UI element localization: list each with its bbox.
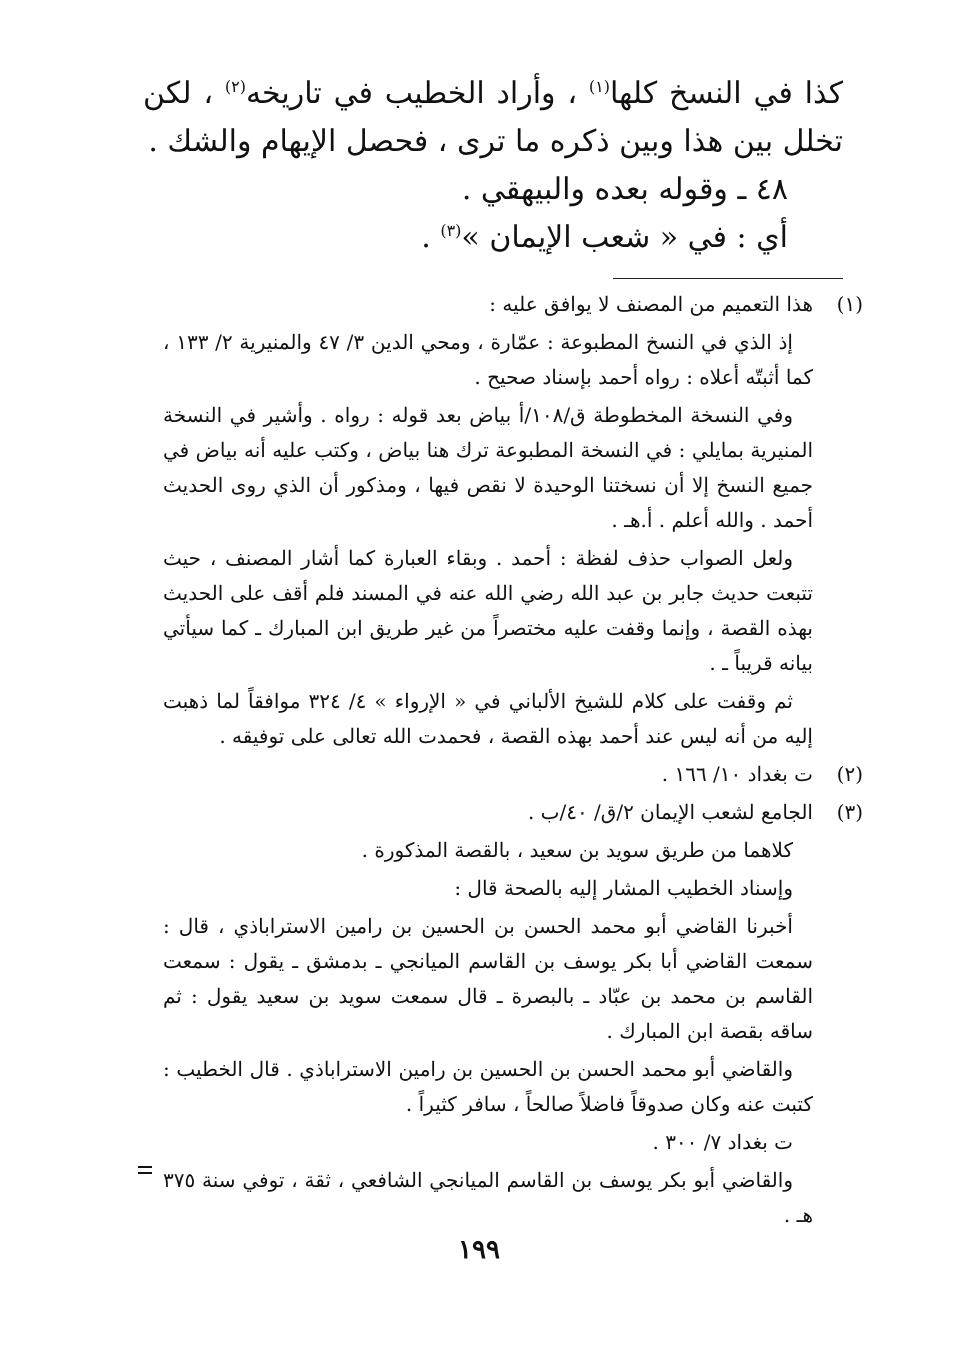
continuation-mark	[138, 1166, 152, 1176]
footnote-paragraph: هذا التعميم من المصنف لا يوافق عليه :	[489, 292, 813, 316]
footnote-paragraph: الجامع لشعب الإيمان ٢/ق/ ٤٠/ب .	[527, 800, 813, 824]
footnote-paragraph: أخبرنا القاضي أبو محمد الحسن بن الحسين بن رامين الاستراباذي ، قال : سمعت القاضي أبا بكر يوسف بن القاسم الميانجي ـ بدمشق ـ يقول : سمعت القاسم بن محمد بن عبّاد ـ بالبصرة ـ قال سمعت سويد بن سعيد يقول : ثم ساقه بقصة ابن المبارك .	[163, 914, 813, 1043]
footnote-body	[163, 795, 813, 1236]
main-text-segment: كذا في النسخ كلها	[609, 76, 843, 111]
footnote-ref-2[interactable]: (٢)	[224, 77, 246, 96]
footnote-paragraph: كلاهما من طريق سويد بن سعيد ، بالقصة المذكورة .	[361, 838, 793, 862]
section-heading-48: ٤٨ ـ وقوله بعده والبيهقي .	[461, 172, 788, 207]
footnote-paragraph: ت بغداد ٧/ ٣٠٠ .	[652, 1130, 793, 1154]
footnote-paragraph: ولعل الصواب حذف لفظة : أحمد . وبقاء العبارة كما أشار المصنف ، حيث تتبعت حديث جابر بن عبد الله رضي الله عنه في المسند فلم أقف على الحديث بهذه القصة ، وإنما وقفت عليه مختصراً من غير طريق ابن المبارك ـ كما سيأتي بيانه قريباً ـ .	[163, 546, 813, 675]
footnote-body	[163, 287, 813, 757]
main-text-segment: .	[421, 220, 441, 255]
footnote-number: (٣)	[836, 800, 863, 824]
main-text-segment: ، وأراد الخطيب في تاريخه	[245, 76, 589, 111]
footnote-ref-3[interactable]: (٣)	[440, 221, 462, 240]
footnote-2	[163, 757, 863, 795]
footnote-number: (١)	[836, 292, 863, 316]
footnote-paragraph: وفي النسخة المخطوطة ق/١٠٨/أ بياض بعد قوله : رواه . وأشير في النسخة المنيرية بمايلي : في النسخة المطبوعة ترك هنا بياض ، وكتب عليه أنه بياض في جميع النسخ إلا أن نسختنا الوحيدة لا نقص فيها ، ومذكور أن الذي روى الحديث أحمد . والله أعلم . أ.هـ .	[163, 403, 813, 532]
footnotes	[163, 287, 863, 1236]
footnote-paragraph: ثم وقفت على كلام للشيخ الألباني في « الإرواء » ٤/ ٣٢٤ موافقاً لما ذهبت إليه من أنه ليس عند أحمد بهذه القصة ، فحمدت الله تعالى على توفيقه .	[163, 689, 813, 748]
footnote-paragraph: والقاضي أبو محمد الحسن بن الحسين بن رامين الاستراباذي . قال الخطيب : كتبت عنه وكان صدوقاً فاضلاً صالحاً ، سافر كثيراً .	[163, 1057, 813, 1116]
footnote-3	[163, 795, 863, 1236]
footnote-paragraph: وإسناد الخطيب المشار إليه بالصحة قال :	[454, 876, 793, 900]
footnote-paragraph: والقاضي أبو بكر يوسف بن القاسم الميانجي الشافعي ، ثقة ، توفي سنة ٣٧٥ هـ .	[163, 1168, 813, 1227]
footnote-paragraph: إذ الذي في النسخ المطبوعة : عمّارة ، ومحي الدين ٣/ ٤٧ والمنيرية ٢/ ١٣٣ ، كما أثبتّه أعلاه : رواه أحمد بإسناد صحيح .	[163, 330, 813, 389]
main-text	[143, 70, 843, 262]
footnote-1	[163, 287, 863, 757]
main-paragraph-1	[143, 70, 843, 166]
footnote-body	[163, 757, 813, 795]
footnote-ref-1[interactable]: (١)	[588, 77, 610, 96]
page-number: ١٩٩	[458, 1235, 500, 1265]
footnote-number: (٢)	[836, 762, 863, 786]
footnote-paragraph: ت بغداد ١٠/ ١٦٦ .	[661, 762, 813, 786]
main-paragraph-2	[143, 214, 843, 262]
main-text-segment: أي : في « شعب الإيمان »	[461, 220, 788, 255]
footnote-divider	[613, 278, 843, 279]
main-text-segment: ، لكن تخلل بين هذا وبين ذكره ما ترى ، فحصل الإيهام والشك .	[143, 76, 843, 159]
